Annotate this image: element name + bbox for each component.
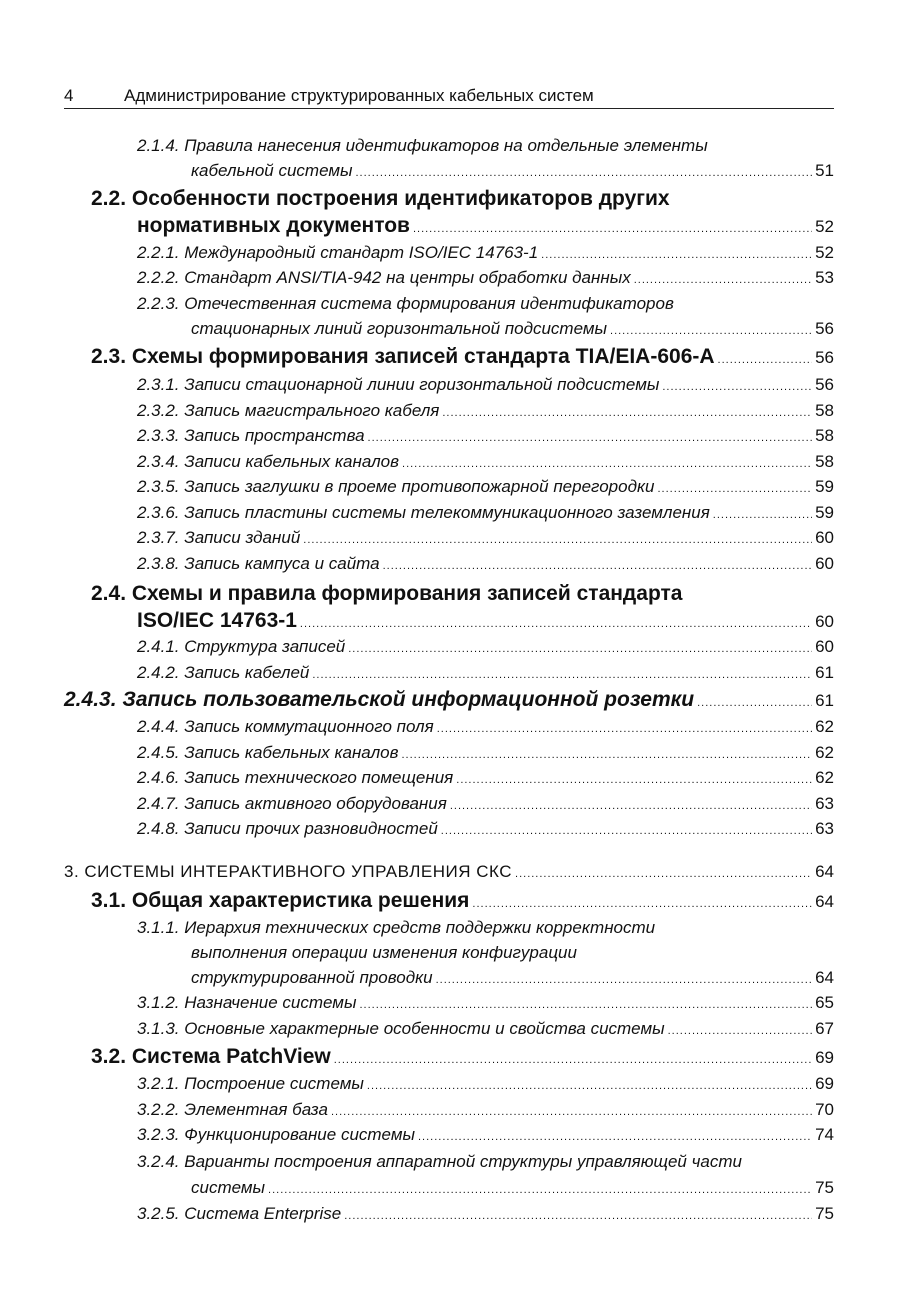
toc-entry-title: 2.4.2. Запись кабелей bbox=[137, 663, 310, 682]
toc-page-number: 61 bbox=[815, 691, 834, 710]
toc-entry-title: 3.2.3. Функционирование системы bbox=[137, 1125, 415, 1144]
toc-page-number: 51 bbox=[815, 161, 834, 180]
toc-entry-title: 2.3.1. Записи стационарной линии горизонтальной подсистемы bbox=[137, 375, 660, 394]
leader-dots bbox=[348, 643, 812, 655]
toc-page-number: 59 bbox=[815, 477, 834, 496]
toc-entry-2-3-5[interactable] bbox=[137, 477, 834, 497]
toc-entry-2-3-7[interactable] bbox=[137, 528, 834, 548]
toc-section-2-4[interactable] bbox=[137, 609, 834, 633]
toc-entry-2-2-1[interactable] bbox=[137, 243, 834, 263]
toc-page-number: 67 bbox=[815, 1019, 834, 1038]
toc-entry-title: 2.4.8. Записи прочих разновидностей bbox=[137, 819, 438, 838]
toc-entry-title: 3.2.2. Элементная база bbox=[137, 1100, 328, 1119]
leader-dots bbox=[418, 1131, 812, 1143]
toc-entry-title: 2.4.3. Запись пользовательской информационной розетки bbox=[64, 688, 695, 711]
toc-entry-2-4-7[interactable] bbox=[137, 794, 834, 814]
toc-page-number: 75 bbox=[815, 1204, 834, 1223]
toc-entry-title: 2.3.3. Запись пространства bbox=[137, 426, 365, 445]
toc-entry-2-4-2[interactable] bbox=[137, 663, 834, 683]
leader-dots bbox=[515, 868, 812, 880]
toc-entry-title: 2.2.1. Международный стандарт ISO/IEC 14763-1 bbox=[137, 243, 539, 262]
leader-dots bbox=[456, 774, 812, 786]
leader-dots bbox=[383, 560, 812, 572]
toc-entry-title: 2.3.2. Запись магистрального кабеля bbox=[137, 401, 440, 420]
toc-page-number: 52 bbox=[815, 217, 834, 236]
leader-dots bbox=[402, 458, 812, 470]
leader-dots bbox=[402, 749, 813, 761]
running-header bbox=[0, 82, 898, 110]
toc-entry-2-3-1[interactable] bbox=[137, 375, 834, 395]
toc-section-title: 3.1. Общая характеристика решения bbox=[91, 889, 470, 912]
toc-entry-title: 3.1.3. Основные характерные особенности и свойства системы bbox=[137, 1019, 665, 1038]
toc-entry-2-3-3[interactable] bbox=[137, 426, 834, 446]
toc-entry-3-1-1[interactable] bbox=[191, 968, 834, 988]
toc-entry-2-3-8[interactable] bbox=[137, 554, 834, 574]
toc-section-3-2[interactable] bbox=[91, 1045, 834, 1069]
toc-entry-2-4-5[interactable] bbox=[137, 743, 834, 763]
toc-entry-2-4-6[interactable] bbox=[137, 768, 834, 788]
toc-entry-2-4-4[interactable] bbox=[137, 717, 834, 737]
toc-entry-title: 2.3.4. Записи кабельных каналов bbox=[137, 452, 400, 471]
toc-section-title: 2.3. Схемы формирования записей стандарта TIA/EIA-606-A bbox=[91, 345, 715, 368]
leader-dots bbox=[413, 223, 812, 235]
toc-entry-2-3-6[interactable] bbox=[137, 503, 834, 523]
toc-entry-title: 3.2.5. Система Enterprise bbox=[137, 1204, 342, 1223]
toc-page-number: 61 bbox=[815, 663, 834, 682]
toc-entry-title: кабельной системы bbox=[191, 161, 353, 180]
toc-page-number: 65 bbox=[815, 993, 834, 1012]
toc-entry-2-1-4[interactable] bbox=[191, 161, 834, 181]
header-rule bbox=[64, 108, 834, 109]
toc-page-number: 60 bbox=[815, 612, 834, 631]
toc-entry-3-2-1[interactable] bbox=[137, 1074, 834, 1094]
leader-dots bbox=[450, 800, 812, 812]
toc-page-number: 74 bbox=[815, 1125, 834, 1144]
toc-page-number: 62 bbox=[815, 717, 834, 736]
toc-entry-title: структурированной проводки bbox=[191, 968, 433, 987]
toc-entry-2-2-3[interactable] bbox=[191, 319, 834, 339]
leader-dots bbox=[334, 1054, 812, 1066]
page-number: 4 bbox=[64, 86, 74, 105]
toc-page-number: 63 bbox=[815, 794, 834, 813]
toc-entry-title: 2.4.6. Запись технического помещения bbox=[137, 768, 454, 787]
toc-page-number: 53 bbox=[815, 268, 834, 287]
toc-entry-3-1-3[interactable] bbox=[137, 1019, 834, 1039]
leader-dots bbox=[331, 1106, 812, 1118]
toc-entry-3-2-3[interactable] bbox=[137, 1125, 834, 1145]
toc-entry-2-4-1[interactable] bbox=[137, 637, 834, 657]
toc-page-number: 56 bbox=[815, 375, 834, 394]
toc-page-number: 75 bbox=[815, 1178, 834, 1197]
leader-dots bbox=[472, 898, 812, 910]
leader-dots bbox=[441, 825, 812, 837]
toc-entry-2-4-3[interactable] bbox=[64, 688, 834, 712]
toc-page-number: 64 bbox=[815, 892, 834, 911]
leader-dots bbox=[268, 1184, 812, 1196]
toc-entry-2-2-3-line1: 2.2.3. Отечественная система формирования идентификаторов bbox=[137, 294, 674, 313]
toc-page-number: 69 bbox=[815, 1048, 834, 1067]
toc-entry-title: 2.4.4. Запись коммутационного поля bbox=[137, 717, 434, 736]
toc-page-number: 60 bbox=[815, 554, 834, 573]
toc-entry-2-3-4[interactable] bbox=[137, 452, 834, 472]
toc-page-number: 52 bbox=[815, 243, 834, 262]
leader-dots bbox=[713, 509, 812, 521]
toc-page-number: 56 bbox=[815, 348, 834, 367]
toc-entry-2-4-8[interactable] bbox=[137, 819, 834, 839]
toc-page-number: 62 bbox=[815, 743, 834, 762]
toc-entry-title: 2.3.8. Запись кампуса и сайта bbox=[137, 554, 380, 573]
toc-page-number: 64 bbox=[815, 862, 834, 881]
toc-entry-2-3-2[interactable] bbox=[137, 401, 834, 421]
leader-dots bbox=[442, 407, 812, 419]
leader-dots bbox=[368, 432, 813, 444]
toc-entry-3-2-4-line1: 3.2.4. Варианты построения аппаратной структуры управляющей части bbox=[137, 1152, 742, 1171]
leader-dots bbox=[634, 274, 812, 286]
leader-dots bbox=[668, 1025, 812, 1037]
toc-entry-2-2-2[interactable] bbox=[137, 268, 834, 288]
toc-entry-title: 2.3.6. Запись пластины системы телекоммуникационного заземления bbox=[137, 503, 710, 522]
leader-dots bbox=[541, 249, 812, 261]
leader-dots bbox=[662, 381, 812, 393]
toc-entry-3-2-4[interactable] bbox=[191, 1178, 834, 1198]
leader-dots bbox=[303, 534, 812, 546]
toc-chapter-3[interactable] bbox=[64, 862, 834, 882]
toc-page-number: 70 bbox=[815, 1100, 834, 1119]
leader-dots bbox=[718, 354, 813, 366]
toc-entry-3-1-2[interactable] bbox=[137, 993, 834, 1013]
toc-entry-3-1-1-line2: выполнения операции изменения конфигурации bbox=[191, 943, 577, 962]
toc-entry-title: 2.3.7. Записи зданий bbox=[137, 528, 301, 547]
toc-page-number: 58 bbox=[815, 401, 834, 420]
leader-dots bbox=[359, 999, 812, 1011]
leader-dots bbox=[436, 974, 813, 986]
toc-page-number: 60 bbox=[815, 528, 834, 547]
toc-entry-title: системы bbox=[191, 1178, 266, 1197]
toc-section-title: ISO/IEC 14763-1 bbox=[137, 609, 297, 632]
leader-dots bbox=[312, 669, 812, 681]
toc-section-title: нормативных документов bbox=[137, 214, 410, 237]
toc-section-3-1[interactable] bbox=[91, 889, 834, 913]
toc-page-number: 58 bbox=[815, 426, 834, 445]
toc-entry-title: стационарных линий горизонтальной подсистемы bbox=[191, 319, 608, 338]
leader-dots bbox=[344, 1210, 812, 1222]
leader-dots bbox=[367, 1080, 812, 1092]
leader-dots bbox=[657, 483, 812, 495]
toc-page-number: 62 bbox=[815, 768, 834, 787]
toc-section-2-4-line1: 2.4. Схемы и правила формирования записей стандарта bbox=[91, 582, 683, 605]
leader-dots bbox=[610, 325, 812, 337]
leader-dots bbox=[356, 167, 813, 179]
toc-entry-3-2-2[interactable] bbox=[137, 1100, 834, 1120]
toc-section-2-3[interactable] bbox=[91, 345, 834, 369]
toc-page-number: 58 bbox=[815, 452, 834, 471]
toc-entry-title: 2.2.2. Стандарт ANSI/TIA-942 на центры обработки данных bbox=[137, 268, 631, 287]
leader-dots bbox=[300, 618, 812, 630]
toc-chapter-title: 3. СИСТЕМЫ ИНТЕРАКТИВНОГО УПРАВЛЕНИЯ СКС bbox=[64, 862, 513, 881]
toc-entry-title: 3.1.2. Назначение системы bbox=[137, 993, 357, 1012]
toc-section-2-2[interactable] bbox=[137, 214, 834, 238]
toc-section-title: 3.2. Система PatchView bbox=[91, 1045, 331, 1068]
toc-page-number: 59 bbox=[815, 503, 834, 522]
toc-entry-title: 2.4.5. Запись кабельных каналов bbox=[137, 743, 399, 762]
toc-section-2-2-line1: 2.2. Особенности построения идентификаторов других bbox=[91, 187, 670, 210]
leader-dots bbox=[697, 697, 812, 709]
toc-page-number: 69 bbox=[815, 1074, 834, 1093]
toc-page-number: 63 bbox=[815, 819, 834, 838]
toc-entry-2-1-4-line1: 2.1.4. Правила нанесения идентификаторов на отдельные элементы bbox=[137, 136, 708, 155]
toc-page-number: 56 bbox=[815, 319, 834, 338]
running-title: Администрирование структурированных кабельных систем bbox=[124, 86, 594, 105]
toc-entry-title: 2.4.7. Запись активного оборудования bbox=[137, 794, 447, 813]
toc-page-number: 64 bbox=[815, 968, 834, 987]
toc-entry-title: 2.3.5. Запись заглушки в проеме противопожарной перегородки bbox=[137, 477, 655, 496]
toc-page-number: 60 bbox=[815, 637, 834, 656]
toc-entry-3-2-5[interactable] bbox=[137, 1204, 834, 1224]
leader-dots bbox=[437, 723, 812, 735]
toc-entry-title: 3.2.1. Построение системы bbox=[137, 1074, 364, 1093]
toc-entry-3-1-1-line1: 3.1.1. Иерархия технических средств поддержки корректности bbox=[137, 918, 656, 937]
toc-entry-title: 2.4.1. Структура записей bbox=[137, 637, 346, 656]
